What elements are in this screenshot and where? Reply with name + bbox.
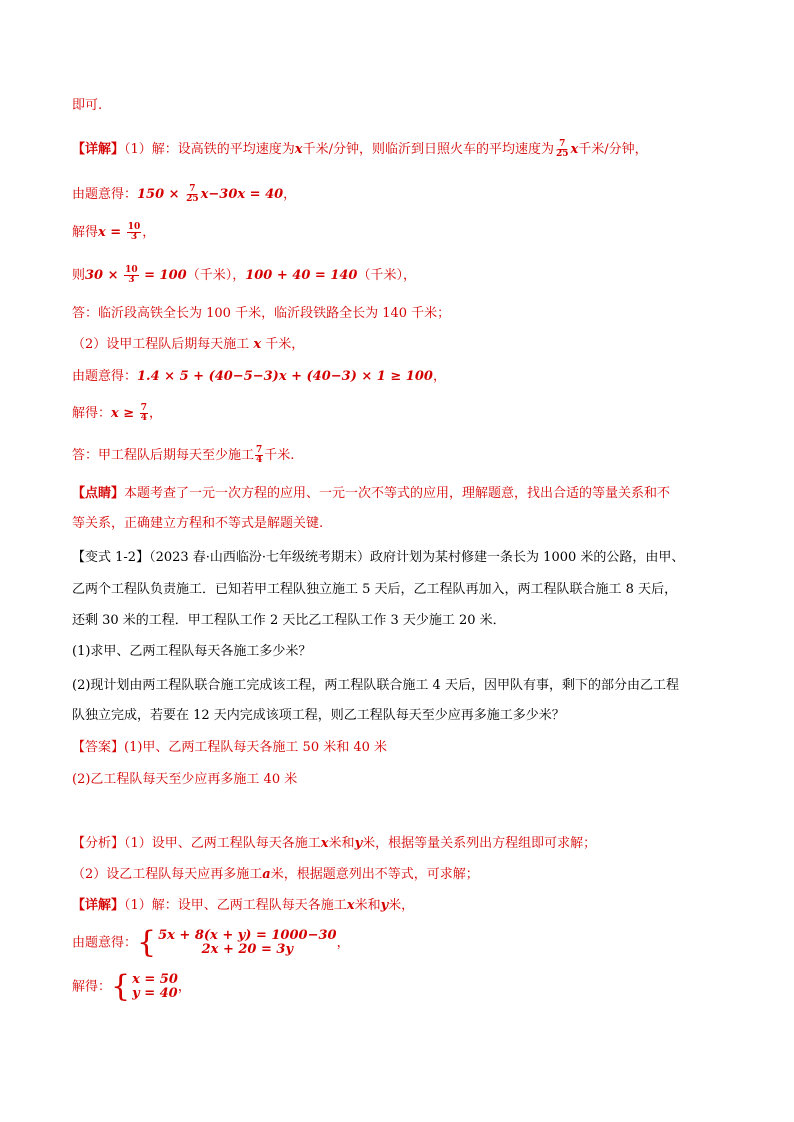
text: 即可. xyxy=(72,98,103,113)
math: x = xyxy=(98,225,126,240)
text-line xyxy=(72,223,155,243)
fraction: $\frac{7}{4}$ xyxy=(140,403,147,423)
fraction: $\frac{10}{3}$ xyxy=(127,222,141,242)
math-var: x xyxy=(570,142,579,157)
text-line xyxy=(72,865,479,885)
detail-tag: 【详解】 xyxy=(72,142,125,157)
math-var: y xyxy=(354,836,363,851)
text: （千米）， xyxy=(186,268,246,283)
question-line xyxy=(72,676,679,696)
text: 由题意得： xyxy=(72,187,138,202)
text: 千米. xyxy=(264,448,295,463)
text: ， xyxy=(283,187,297,202)
text-line xyxy=(72,140,648,160)
text-line xyxy=(72,404,162,424)
text: （1）解：设甲、乙两工程队每天各施工 xyxy=(124,898,347,913)
text: 等关系，正确建立方程和不等式是解题关键. xyxy=(72,516,324,531)
text: （2）设甲工程队后期每天施工 xyxy=(72,337,254,352)
math-var: y xyxy=(380,898,389,913)
equation-system-line xyxy=(72,925,350,960)
text: （千米）， xyxy=(357,268,416,283)
text: 米，根据题意列出不等式，可求解； xyxy=(270,867,479,882)
text: 队独立完成，若要在 12 天内完成该项工程，则乙工程队每天至少应再多施工多少米？ xyxy=(72,708,565,723)
text: 答：临沂段高铁全长为 100 千米，临沂段铁路全长为 140 千米； xyxy=(72,306,451,321)
text: ， xyxy=(148,406,162,421)
math: 30 × xyxy=(85,268,124,283)
text: 本题考查了一元一次方程的应用、一元一次不等式的应用，理解题意，找出合适的等量关系和不 xyxy=(124,486,671,501)
fraction: $\frac{7}{25}$ xyxy=(555,139,569,159)
comment-tag: 【点睛】 xyxy=(72,486,125,501)
text: （2）设乙工程队每天应再多施工 xyxy=(72,867,263,882)
text: 米， xyxy=(388,898,415,913)
text-line xyxy=(72,367,446,387)
text: (1)求甲、乙两工程队每天各施工多少米？ xyxy=(72,644,312,659)
text: 还剩 30 米的工程．甲工程队工作 2 天比乙工程队工作 3 天少施工 20 米． xyxy=(72,613,506,628)
text: 米和 xyxy=(328,836,355,851)
text: 解得： xyxy=(72,406,112,421)
math: x−30x = 40 xyxy=(200,187,284,202)
text: （1）解：设高铁的平均速度为 xyxy=(124,142,295,157)
text: 由题意得： xyxy=(72,369,138,384)
text-line xyxy=(72,896,414,916)
question-line xyxy=(72,580,677,600)
text: 由题意得： xyxy=(72,935,138,951)
math: 1.4 × 5 + (40−5−3)x + (40−3) × 1 ≥ 100 xyxy=(137,369,433,384)
fraction: $\frac{7}{4}$ xyxy=(256,445,263,465)
math-var: x xyxy=(253,337,262,352)
answer-line xyxy=(72,738,387,758)
question-line xyxy=(72,642,311,662)
equation-system-line xyxy=(72,969,191,1004)
text: ， xyxy=(177,979,191,995)
text: 千米/分钟，则临沂到日照火车的平均速度为 xyxy=(302,142,554,157)
text: (2)现计划由两工程队联合施工完成该工程，两工程队联合施工 4 天后，因甲队有事，剩下的部分由乙工程 xyxy=(72,678,679,693)
solution-system: { x = 50 y = 40 xyxy=(111,969,178,1004)
text-line xyxy=(72,96,102,116)
question-line xyxy=(72,611,506,631)
math: x ≥ xyxy=(111,406,139,421)
text: ， xyxy=(432,369,446,384)
answer-line xyxy=(72,770,297,790)
math-var: x xyxy=(320,836,329,851)
text: 千米/分钟， xyxy=(578,142,648,157)
text: 乙两个工程队负责施工．已知若甲工程队独立施工 5 天后，乙工程队再加入，两工程队联合施工 8 天后， xyxy=(72,582,678,597)
text: 米，根据等量关系列出方程组即可求解； xyxy=(362,836,597,851)
text: 解得： xyxy=(72,979,112,995)
fraction: $\frac{10}{3}$ xyxy=(125,265,138,285)
math-var: x xyxy=(294,142,303,157)
text: 千米， xyxy=(261,337,305,352)
text-line xyxy=(72,484,670,504)
text: 【变式 1-2】（2023 春·山西临汾·七年级统考期末）政府计划为某村修建一条长为 1000 米的公路，由甲、 xyxy=(72,550,685,565)
text: 【答案】(1)甲、乙两工程队每天各施工 50 米和 40 米 xyxy=(72,740,388,755)
text: 米和 xyxy=(354,898,381,913)
text: 解得 xyxy=(72,225,99,240)
text: 答：甲工程队后期每天至少施工 xyxy=(72,448,255,463)
question-line xyxy=(72,548,684,568)
math: 100 + 40 = 140 xyxy=(245,268,358,283)
text: ， xyxy=(142,225,156,240)
text-line xyxy=(72,514,323,534)
text: 则 xyxy=(72,268,86,283)
text: ， xyxy=(336,935,350,951)
text-line xyxy=(72,185,296,205)
text-line xyxy=(72,304,450,324)
text: (2)乙工程队每天至少应再多施工 40 米 xyxy=(72,772,298,787)
math: = 100 xyxy=(139,268,187,283)
detail-tag: 【详解】 xyxy=(72,898,125,913)
text: 【分析】（1）设甲、乙两工程队每天各施工 xyxy=(72,836,321,851)
text-line xyxy=(72,335,304,355)
question-line xyxy=(72,706,565,726)
text-line xyxy=(72,834,596,854)
math-var: a xyxy=(262,867,271,882)
text-line xyxy=(72,446,294,466)
math: 150 × xyxy=(137,187,185,202)
math-var: x xyxy=(346,898,355,913)
fraction: $\frac{7}{25}$ xyxy=(186,184,199,204)
equation-system: { 5x + 8(x + y) = 1000−30 2x + 20 = 3y xyxy=(137,925,337,960)
text-line xyxy=(72,266,416,286)
